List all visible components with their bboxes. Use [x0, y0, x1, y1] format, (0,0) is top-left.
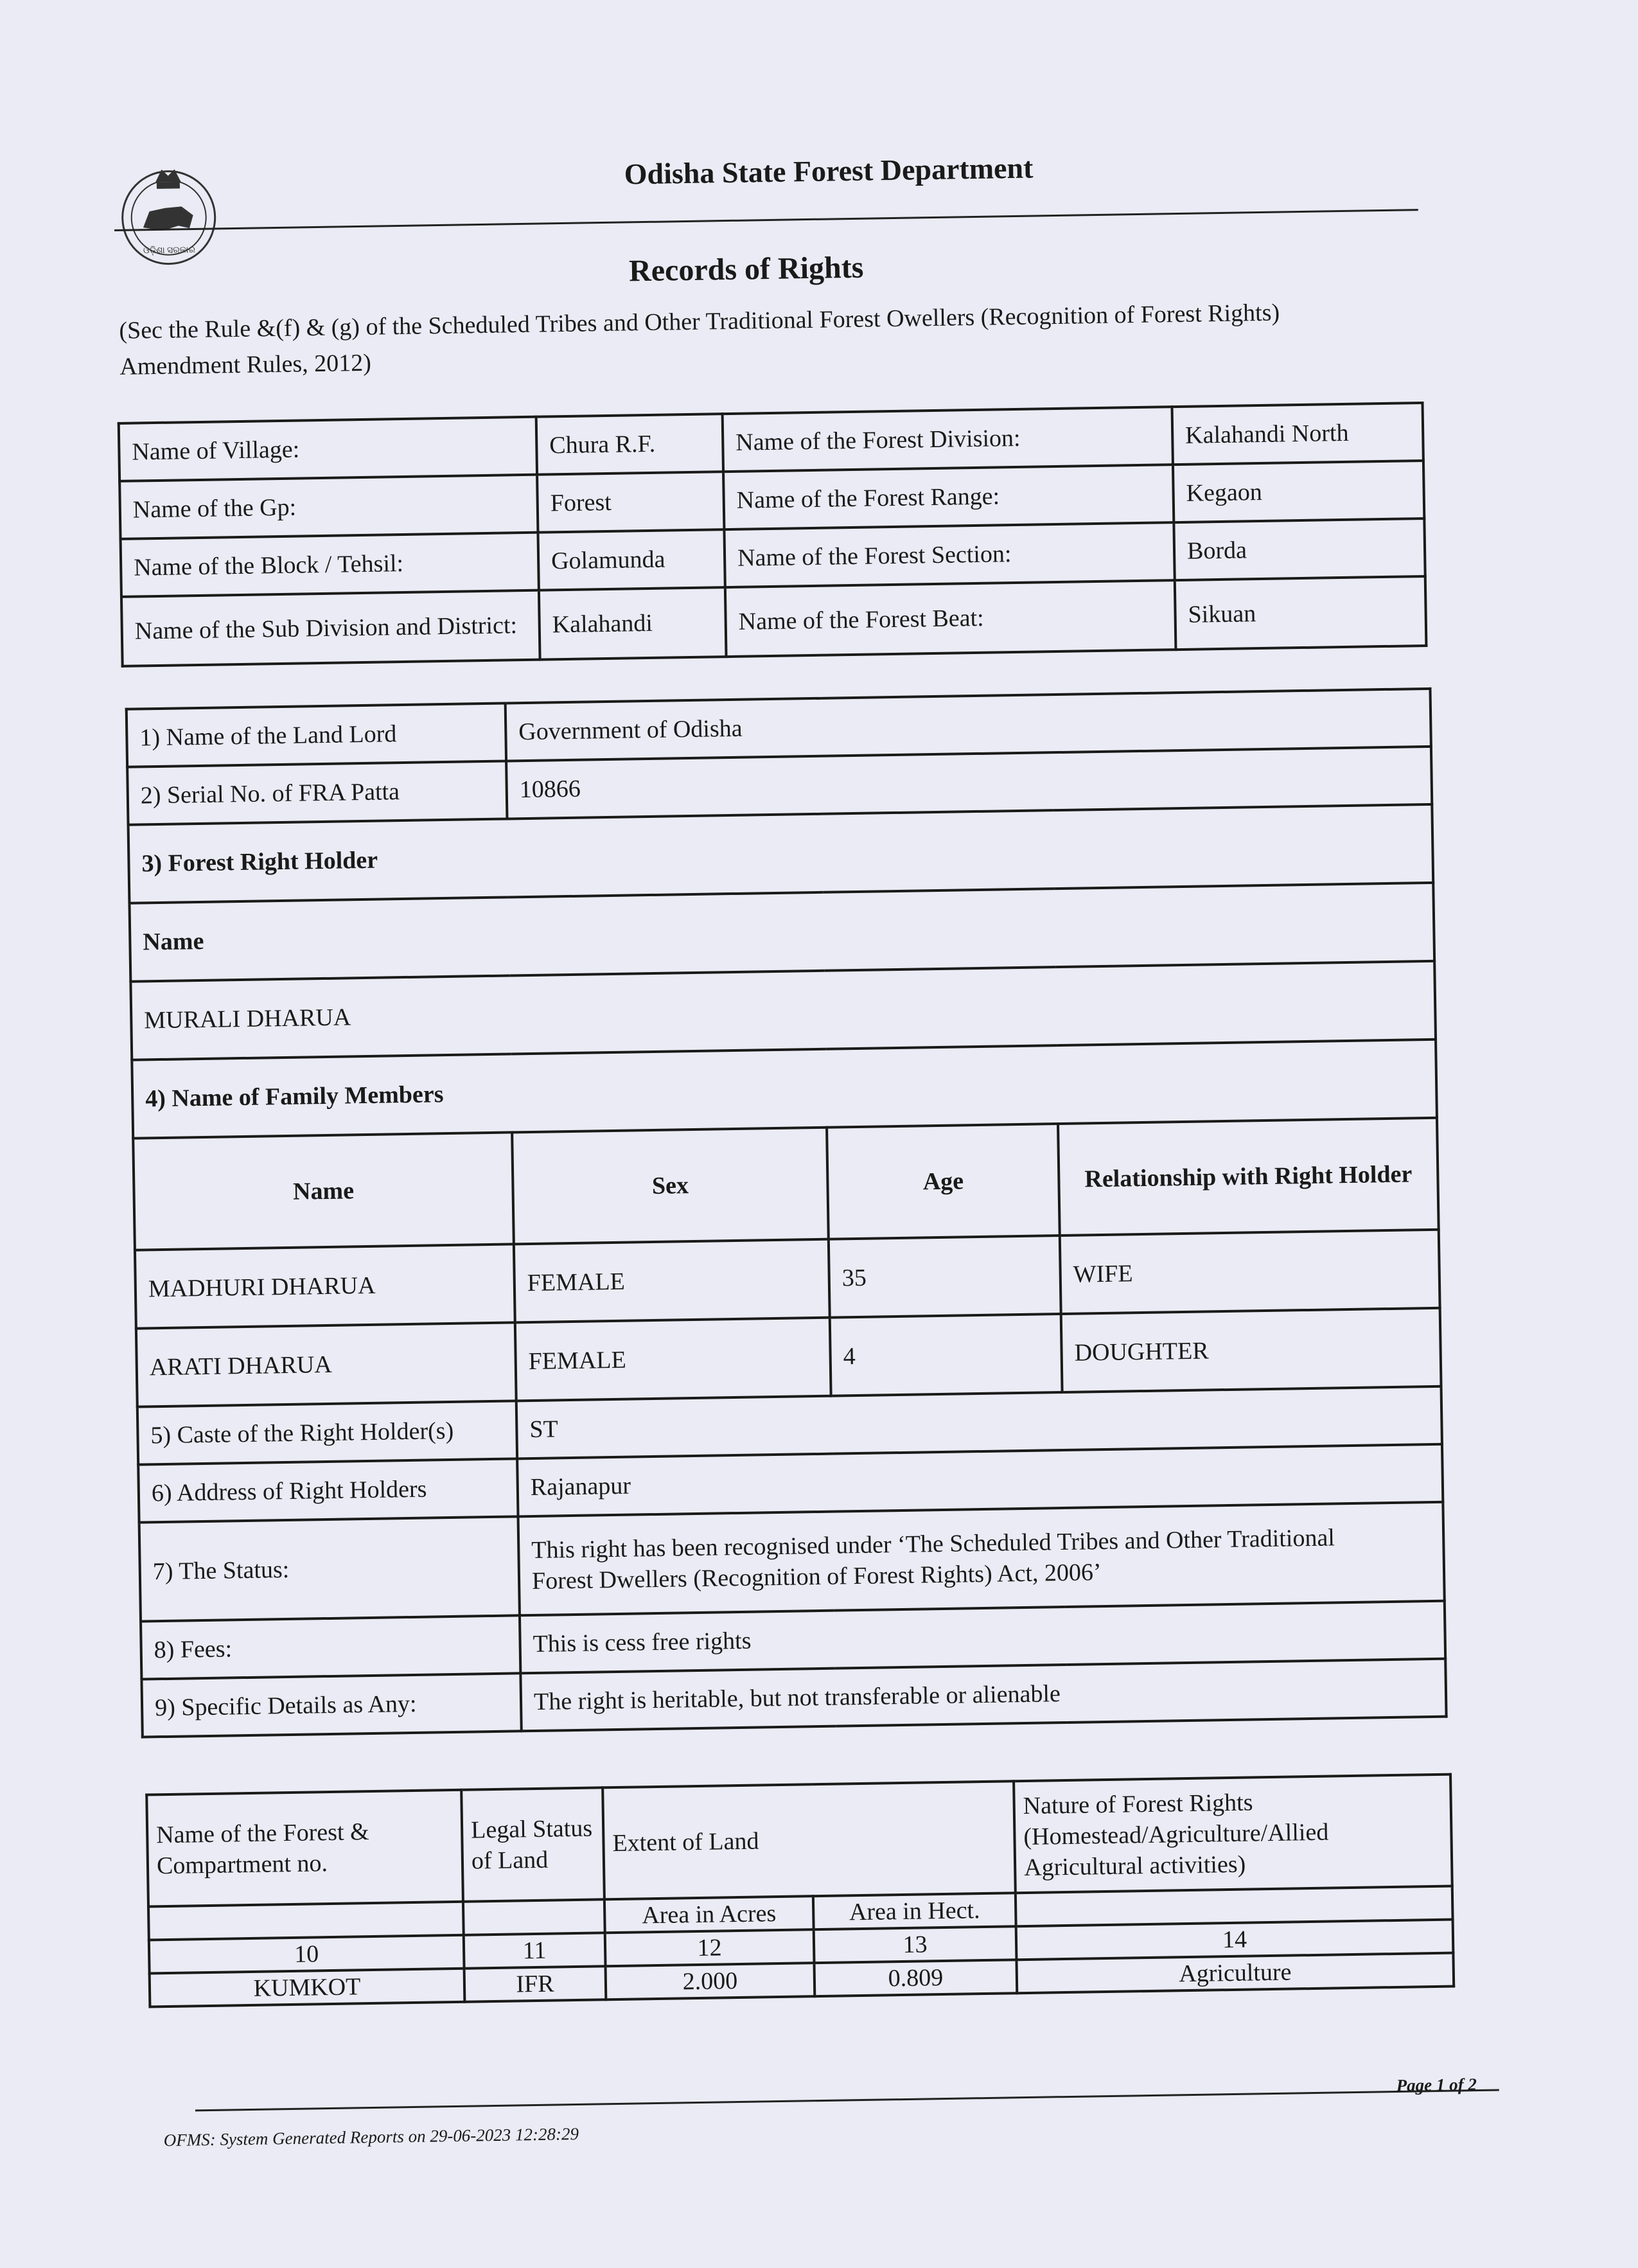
family-col-sex: Sex: [512, 1128, 829, 1245]
col-number: 12: [605, 1929, 815, 1966]
status-label: 7) The Status:: [139, 1516, 520, 1621]
family-member-relation: DOUGHTER: [1061, 1308, 1441, 1392]
forest-division-value: Kalahandi North: [1172, 403, 1423, 465]
emblem-caption: ଓଡ଼ିଶା ସରକାର: [143, 245, 196, 256]
specific-details-label: 9) Specific Details as Any:: [141, 1673, 521, 1737]
area-hect: 0.809: [815, 1960, 1017, 1996]
family-member-relation: WIFE: [1060, 1230, 1440, 1314]
footer-divider: [195, 2089, 1499, 2111]
land-table: [145, 1773, 1455, 2008]
village-value: Chura R.F.: [536, 414, 723, 475]
family-header-row: [133, 1118, 1438, 1250]
family-members-heading: 4) Name of Family Members: [132, 1040, 1437, 1138]
landlord-label: 1) Name of the Land Lord: [127, 704, 506, 767]
forest-section-label: Name of the Forest Section:: [724, 522, 1174, 587]
forest-range-value: Kegaon: [1173, 461, 1424, 522]
empty-cell: [463, 1899, 605, 1935]
family-member-age: 35: [829, 1236, 1061, 1318]
odisha-emblem-icon: [116, 155, 221, 272]
land-header-row: [146, 1775, 1452, 1907]
family-member-age: 4: [830, 1314, 1062, 1396]
village-label: Name of Village:: [119, 417, 537, 481]
area-acres: 2.000: [606, 1963, 815, 1999]
forest-division-label: Name of the Forest Division:: [723, 407, 1173, 472]
name-heading: Name: [129, 883, 1434, 982]
status-line-1: This right has been recognised under ‘The Scheduled Tribes and Other Traditional: [531, 1524, 1335, 1564]
family-member-sex: FEMALE: [515, 1318, 831, 1401]
land-col-hect: Area in Hect.: [813, 1893, 1016, 1929]
forest-section-value: Borda: [1174, 518, 1425, 580]
document-title: Records of Rights: [628, 250, 864, 288]
address-label: 6) Address of Right Holders: [138, 1458, 518, 1522]
family-col-relationship: Relationship with Right Holder: [1058, 1118, 1439, 1236]
forest-beat-label: Name of the Forest Beat:: [725, 580, 1176, 657]
land-col-nature: Nature of Forest Rights (Homestead/Agriculture/Allied Agricultural activities): [1014, 1775, 1452, 1893]
forest-compartment: KUMKOT: [150, 1969, 465, 2007]
status-line-2: Forest Dwellers (Recognition of Forest Rights) Act, 2006’: [531, 1559, 1102, 1595]
page-number: Page 1 of 2: [1396, 2075, 1477, 2095]
gp-value: Forest: [537, 472, 724, 533]
land-col-legal-status: Legal Status of Land: [461, 1787, 604, 1901]
subdivision-label: Name of the Sub Division and District:: [121, 590, 540, 666]
family-member-sex: FEMALE: [514, 1239, 830, 1323]
location-table: [118, 402, 1428, 668]
subdivision-value: Kalahandi: [539, 587, 727, 660]
land-col-extent: Extent of Land: [603, 1781, 1016, 1899]
family-col-name: Name: [133, 1132, 514, 1250]
right-holder-name: MURALI DHARUA: [130, 961, 1436, 1060]
block-label: Name of the Block / Tehsil:: [121, 533, 539, 597]
land-col-forest: Name of the Forest & Compartment no.: [146, 1790, 463, 1907]
land-col-acres: Area in Acres: [604, 1896, 814, 1933]
landlord-value: Government of Odisha: [506, 689, 1431, 761]
col-number: 11: [464, 1933, 606, 1968]
patta-serial-label: 2) Serial No. of FRA Patta: [127, 761, 507, 825]
nature-of-rights: Agriculture: [1016, 1953, 1454, 1994]
fees-label: 8) Fees:: [141, 1615, 520, 1679]
col-number: 14: [1016, 1920, 1454, 1960]
col-number: 13: [814, 1926, 1017, 1963]
gp-label: Name of the Gp:: [119, 475, 538, 539]
status-value: [518, 1502, 1445, 1616]
forest-range-label: Name of the Forest Range:: [723, 465, 1174, 529]
family-member-name: ARATI DHARUA: [136, 1322, 516, 1406]
col-number: 10: [149, 1935, 464, 1974]
block-value: Golamunda: [538, 529, 725, 590]
department-name: Odisha State Forest Department: [624, 151, 1034, 191]
fees-value: This is cess free rights: [520, 1601, 1445, 1674]
document-subtitle: (Sec the Rule &(f) & (g) of the Scheduled Tribes and Other Traditional Forest Owellers (Recognition of Forest Rights) Amendment Rules, 2012): [119, 299, 1280, 380]
header-divider: [114, 209, 1418, 231]
right-holder-heading: 3) Forest Right Holder: [128, 804, 1434, 903]
details-table: [125, 687, 1448, 1739]
patta-serial-value: 10866: [506, 747, 1432, 819]
family-col-age: Age: [827, 1124, 1060, 1239]
forest-beat-value: Sikuan: [1175, 576, 1427, 650]
family-member-name: MADHURI DHARUA: [135, 1244, 515, 1328]
caste-label: 5) Caste of the Right Holder(s): [137, 1401, 517, 1464]
address-value: Rajanapur: [517, 1444, 1443, 1517]
caste-value: ST: [516, 1386, 1442, 1459]
specific-details-value: The right is heritable, but not transferable or alienable: [520, 1659, 1446, 1732]
empty-cell: [148, 1902, 464, 1940]
legal-status: IFR: [464, 1966, 606, 2001]
generated-note: OFMS: System Generated Reports on 29-06-2023 12:28:29: [163, 2123, 579, 2150]
